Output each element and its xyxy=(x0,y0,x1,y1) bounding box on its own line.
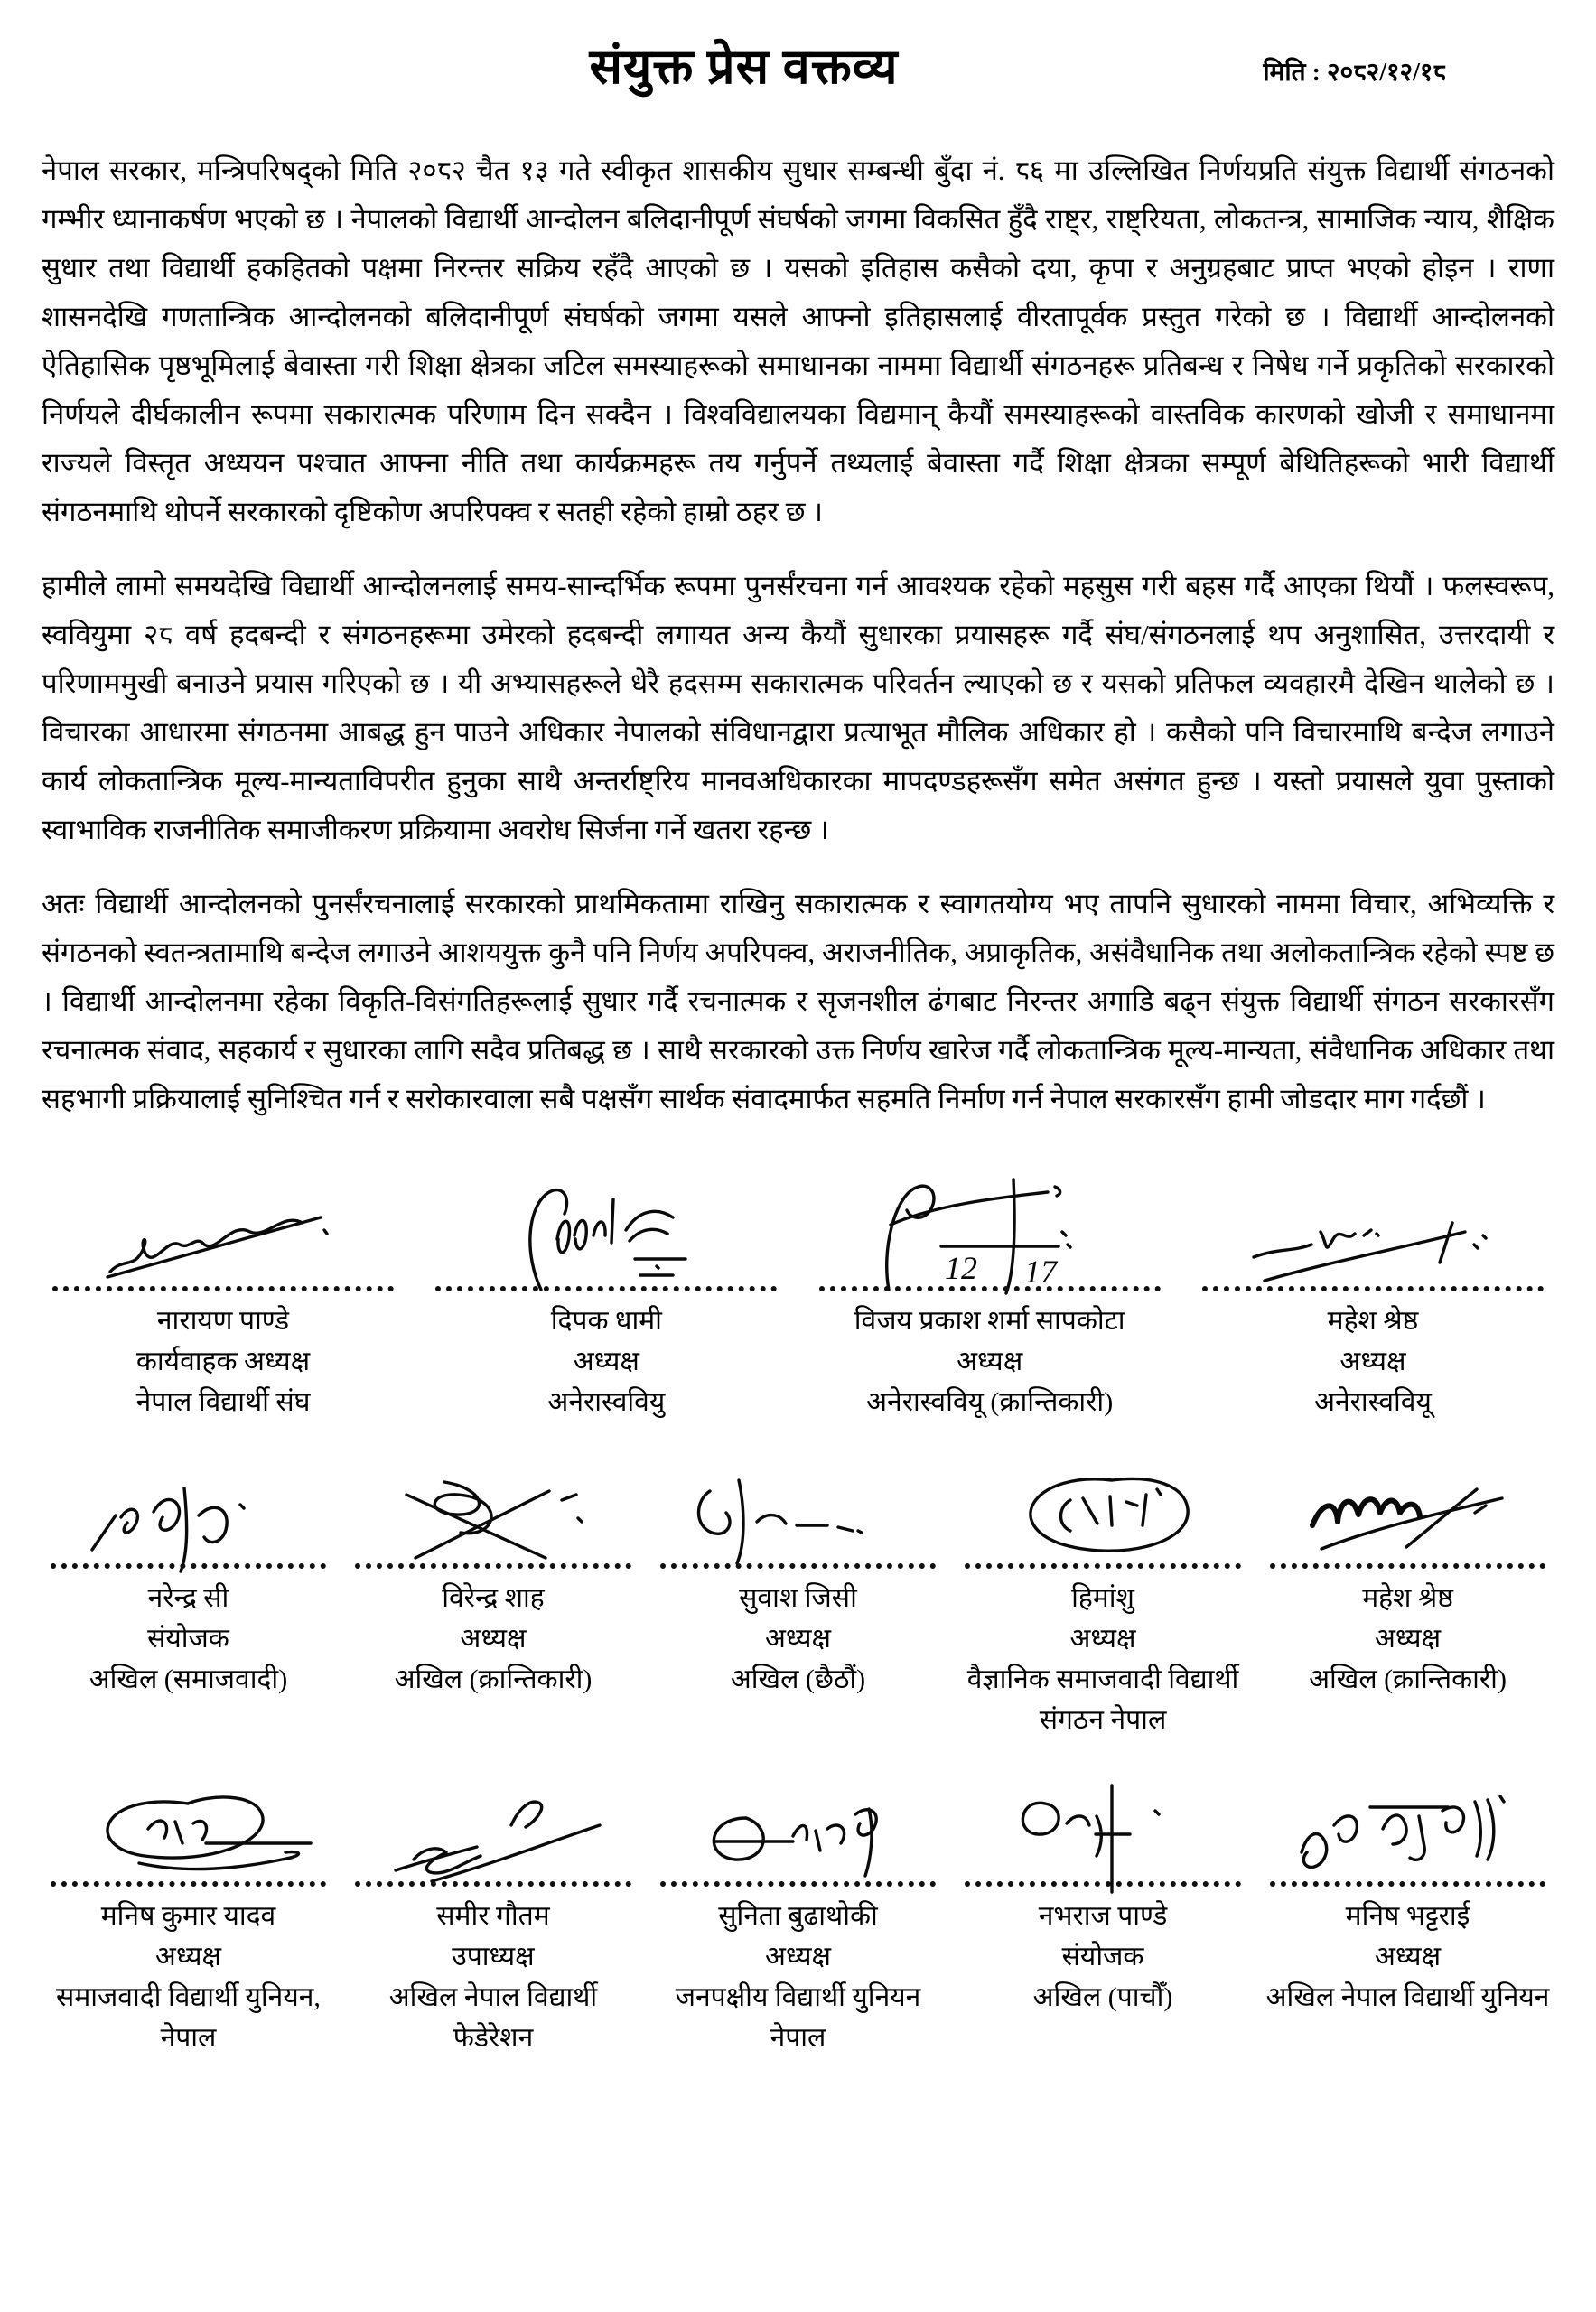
signatory-name: सुनिता बुढाथोकी xyxy=(718,1901,878,1931)
signatory-org: अखिल (पाचौँ) xyxy=(1032,1982,1173,2012)
signatory-title: अध्यक्ष xyxy=(764,1624,832,1654)
signatory-name: महेश श्रेष्ठ xyxy=(1327,1306,1419,1336)
signatory-samir-gautam xyxy=(347,1782,640,2058)
signatory-sunita-budhathoki xyxy=(651,1782,945,2058)
signatory-org: अनेरास्ववियू xyxy=(1314,1387,1432,1417)
signatory-title: अध्यक्ष xyxy=(154,1942,222,1972)
signatory-name: सुवाश जिसी xyxy=(739,1583,857,1613)
signatory-manish-kumar-yadav xyxy=(42,1782,335,2058)
statement-body xyxy=(42,146,1554,1123)
signatory-org: समाजवादी विद्यार्थी युनियन, नेपाल xyxy=(56,1982,321,2053)
signatory-org: अखिल (समाजवादी) xyxy=(89,1664,288,1694)
signatory-org: वैज्ञानिक समाजवादी विद्यार्थी संगठन नेपाल xyxy=(966,1664,1239,1735)
signatory-name: समीर गौतम xyxy=(436,1901,550,1931)
signature-line xyxy=(1270,1881,1545,1887)
signature-line xyxy=(965,1563,1240,1569)
signatory-name: मनिष कुमार यादव xyxy=(100,1901,276,1931)
signatory-name: मनिष भट्टराई xyxy=(1345,1901,1470,1931)
signatory-himanshu xyxy=(957,1464,1250,1740)
signatory-title: अध्यक्ष xyxy=(1374,1624,1442,1654)
signature-line xyxy=(355,1563,630,1569)
signatory-title: अध्यक्ष xyxy=(573,1347,639,1376)
signature-image xyxy=(957,1464,1250,1578)
signatory-narendra-c xyxy=(42,1464,335,1700)
paragraph-1: नेपाल सरकार, मन्त्रिपरिषद्को मिति २०८२ चैत १३ गते स्वीकृत शासकीय सुधार सम्बन्धी बुँदा नं. ८६ मा उल्लिखित निर्णयप्रति संयुक्त विद्यार्थी संगठनको गम्भीर ध्यानाकर्षण भएको छ । नेपालको विद्यार्थी आन्दोलन बलिदानीपूर्ण संघर्षको जगमा विकसित हुँदै राष्ट्र, राष्ट्रियता, लोकतन्त्र, सामाजिक न्याय, शैक्षिक सुधार तथा विद्यार्थी हकहितको पक्षमा निरन्तर सक्रिय रहँदै आएको छ । यसको इतिहास कसैको दया, कृपा र अनुग्रहबाट प्राप्त भएको होइन । राणा शासनदेखि गणतान्त्रिक आन्दोलनको बलिदानीपूर्ण संघर्षको जगमा यसले आफ्नो इतिहासलाई वीरतापूर्वक प्रस्तुत गरेको छ । विद्यार्थी आन्दोलनको ऐतिहासिक पृष्ठभूमिलाई बेवास्ता गरी शिक्षा क्षेत्रका जटिल समस्याहरूको समाधानका नाममा विद्यार्थी संगठनहरू प्रतिबन्ध र निषेध गर्ने प्रकृतिको सरकारको निर्णयले दीर्घकालीन रूपमा सकारात्मक परिणाम दिन सक्दैन । विश्वविद्यालयका विद्यमान् कैयौं समस्याहरूको वास्तविक कारणको खोजी र समाधानमा राज्यले विस्तृत अध्ययन पश्चात आफ्ना नीति तथा कार्यक्रमहरू तय गर्नुपर्ने तथ्यलाई बेवास्ता गर्दै शिक्षा क्षेत्रका सम्पूर्ण बेथितिहरूको भारी विद्यार्थी संगठनमाथि थोपर्ने सरकारको दृष्टिकोण अपरिपक्व र सतही रहेको हाम्रो ठहर छ । xyxy=(42,154,1554,527)
signatory-org: नेपाल विद्यार्थी संघ xyxy=(135,1387,311,1417)
signatory-manish-bhattarai xyxy=(1261,1782,1554,2018)
handwritten-note: 12 xyxy=(944,1250,977,1286)
signatory-title: अध्यक्ष xyxy=(1069,1624,1136,1654)
signatory-mahesh-shrestha-annfsu xyxy=(1191,1167,1554,1422)
signatory-name: हिमांशु xyxy=(1071,1583,1134,1613)
signature-image xyxy=(1191,1167,1554,1300)
signatory-name: नरेन्द्र सी xyxy=(147,1583,229,1613)
signature-line xyxy=(819,1286,1161,1291)
signature-line xyxy=(355,1881,630,1887)
signatory-title: अध्यक्ष xyxy=(460,1624,527,1654)
signatory-name: विरेन्द्र शाह xyxy=(442,1583,545,1613)
handwritten-note: 17 xyxy=(1023,1254,1057,1290)
signature-row-1 xyxy=(42,1167,1554,1422)
signatory-title: अध्यक्ष xyxy=(957,1347,1023,1376)
signatory-vijay-prakash-sharma-sapkota xyxy=(808,1167,1171,1422)
signatory-name: नभराज पाण्डे xyxy=(1038,1901,1168,1931)
signature-line xyxy=(965,1881,1240,1887)
signature-section xyxy=(42,1167,1554,2058)
signatory-org: अनेरास्ववियू (क्रान्तिकारी) xyxy=(866,1387,1114,1417)
signatory-title: अध्यक्ष xyxy=(1339,1347,1406,1376)
signatory-birendra-shah xyxy=(347,1464,640,1700)
signatory-title: अध्यक्ष xyxy=(1374,1942,1442,1972)
signatory-nabharaj-pande xyxy=(957,1782,1250,2018)
signature-line xyxy=(1202,1286,1544,1291)
signatory-org: अखिल (क्रान्तिकारी) xyxy=(1309,1664,1507,1694)
signature-image xyxy=(42,1782,335,1896)
signatory-title: उपाध्यक्ष xyxy=(452,1942,535,1972)
signatory-name: विजय प्रकाश शर्मा सापकोटा xyxy=(854,1306,1125,1336)
signature-image xyxy=(347,1464,640,1578)
signatory-name: महेश श्रेष्ठ xyxy=(1362,1583,1453,1613)
signatory-narayan-pande xyxy=(42,1167,405,1422)
signature-row-3 xyxy=(42,1782,1554,2058)
signature-image xyxy=(425,1167,788,1300)
statement-date: मिति : २०८२/१२/१८ xyxy=(1263,59,1446,87)
signature-image xyxy=(651,1782,945,1896)
signature-line xyxy=(52,1286,394,1291)
signature-image xyxy=(651,1464,945,1578)
signature-line xyxy=(51,1563,326,1569)
signature-image xyxy=(1261,1464,1554,1578)
signature-line xyxy=(1270,1563,1545,1569)
signatory-title: अध्यक्ष xyxy=(764,1942,832,1972)
signatory-org: अनेरास्ववियु xyxy=(547,1387,666,1417)
signatory-org: अखिल नेपाल विद्यार्थी फेडेरेशन xyxy=(388,1982,598,2053)
signatory-org: अखिल नेपाल विद्यार्थी युनियन xyxy=(1265,1982,1550,2012)
signature-image xyxy=(42,1464,335,1578)
signatory-org: अखिल (क्रान्तिकारी) xyxy=(394,1664,593,1694)
document-header xyxy=(42,25,1554,112)
signature-image xyxy=(347,1782,640,1896)
signatory-title: संयोजक xyxy=(1061,1942,1144,1972)
signature-row-2 xyxy=(42,1464,1554,1740)
signature-line xyxy=(51,1881,326,1887)
signature-image xyxy=(808,1167,1171,1300)
signature-image xyxy=(42,1167,405,1300)
signature-line xyxy=(660,1563,936,1569)
paragraph-3: अतः विद्यार्थी आन्दोलनको पुनर्संरचनालाई सरकारको प्राथमिकतामा राखिनु सकारात्मक र स्वागतयोग्य भए तापनि सुधारको नाममा विचार, अभिव्यक्ति र संगठनको स्वतन्त्रतामाथि बन्देज लगाउने आशययुक्त कुनै पनि निर्णय अपरिपक्व, अराजनीतिक, अप्राकृतिक, असंवैधानिक तथा अलोकतान्त्रिक रहेको स्पष्ट छ । विद्यार्थी आन्दोलनमा रहेका विकृति-विसंगतिहरूलाई सुधार गर्दै रचनात्मक र सृजनशील ढंगबाट निरन्तर अगाडि बढ्न संयुक्त विद्यार्थी संगठन सरकारसँग रचनात्मक संवाद, सहकार्य र सुधारका लागि सदैव प्रतिबद्ध छ । साथै सरकारको उक्त निर्णय खारेज गर्दै लोकतान्त्रिक मूल्य-मान्यता, संवैधानिक अधिकार तथा सहभागी प्रक्रियालाई सुनिश्चित गर्न र सरोकारवाला सबै पक्षसँग सार्थक संवादमार्फत सहमति निर्माण गर्न नेपाल सरकारसँग हामी जोडदार माग गर्दछौं । xyxy=(42,888,1554,1114)
signatory-name: नारायण पाण्डे xyxy=(156,1306,290,1336)
signatory-title: कार्यवाहक अध्यक्ष xyxy=(135,1347,311,1376)
signatory-org: जनपक्षीय विद्यार्थी युनियन नेपाल xyxy=(675,1982,921,2053)
paragraph-2: हामीले लामो समयदेखि विद्यार्थी आन्दोलनलाई समय-सान्दर्भिक रूपमा पुनर्संरचना गर्न आवश्यक रहेको महसुस गरी बहस गर्दै आएका थियौं । फलस्वरूप, स्ववियुमा २८ वर्ष हदबन्दी र संगठनहरूमा उमेरको हदबन्दी लगायत अन्य कैयौं सुधारका प्रयासहरू गर्दै संघ/संगठनलाई थप अनुशासित, उत्तरदायी र परिणाममुखी बनाउने प्रयास गरिएको छ । यी अभ्यासहरूले धेरै हदसम्म सकारात्मक परिवर्तन ल्याएको छ र यसको प्रतिफल व्यवहारमै देखिन थालेको छ । विचारका आधारमा संगठनमा आबद्ध हुन पाउने अधिकार नेपालको संविधानद्वारा प्रत्याभूत मौलिक अधिकार हो । कसैको पनि विचारमाथि बन्देज लगाउने कार्य लोकतान्त्रिक मूल्य-मान्यताविपरीत हुनुका साथै अन्तर्राष्ट्रिय मानवअधिकारका मापदण्डहरूसँग समेत असंगत हुन्छ । यस्तो प्रयासले युवा पुस्ताको स्वाभाविक राजनीतिक समाजीकरण प्रक्रियामा अवरोध सिर्जना गर्ने खतरा रहन्छ । xyxy=(42,570,1554,845)
page-title: संयुक्त प्रेस वक्तव्य xyxy=(589,40,899,94)
signatory-org: अखिल (छैठौं) xyxy=(730,1664,866,1694)
signature-line xyxy=(435,1286,777,1291)
signatory-dipak-dhami xyxy=(425,1167,788,1422)
signatory-subash-gc xyxy=(651,1464,945,1700)
signatory-mahesh-shrestha-anncr xyxy=(1261,1464,1554,1700)
signatory-name: दिपक धामी xyxy=(550,1306,662,1336)
signatory-title: संयोजक xyxy=(147,1624,229,1654)
signature-line xyxy=(660,1881,936,1887)
signature-image xyxy=(1261,1782,1554,1896)
signature-image xyxy=(957,1782,1250,1896)
